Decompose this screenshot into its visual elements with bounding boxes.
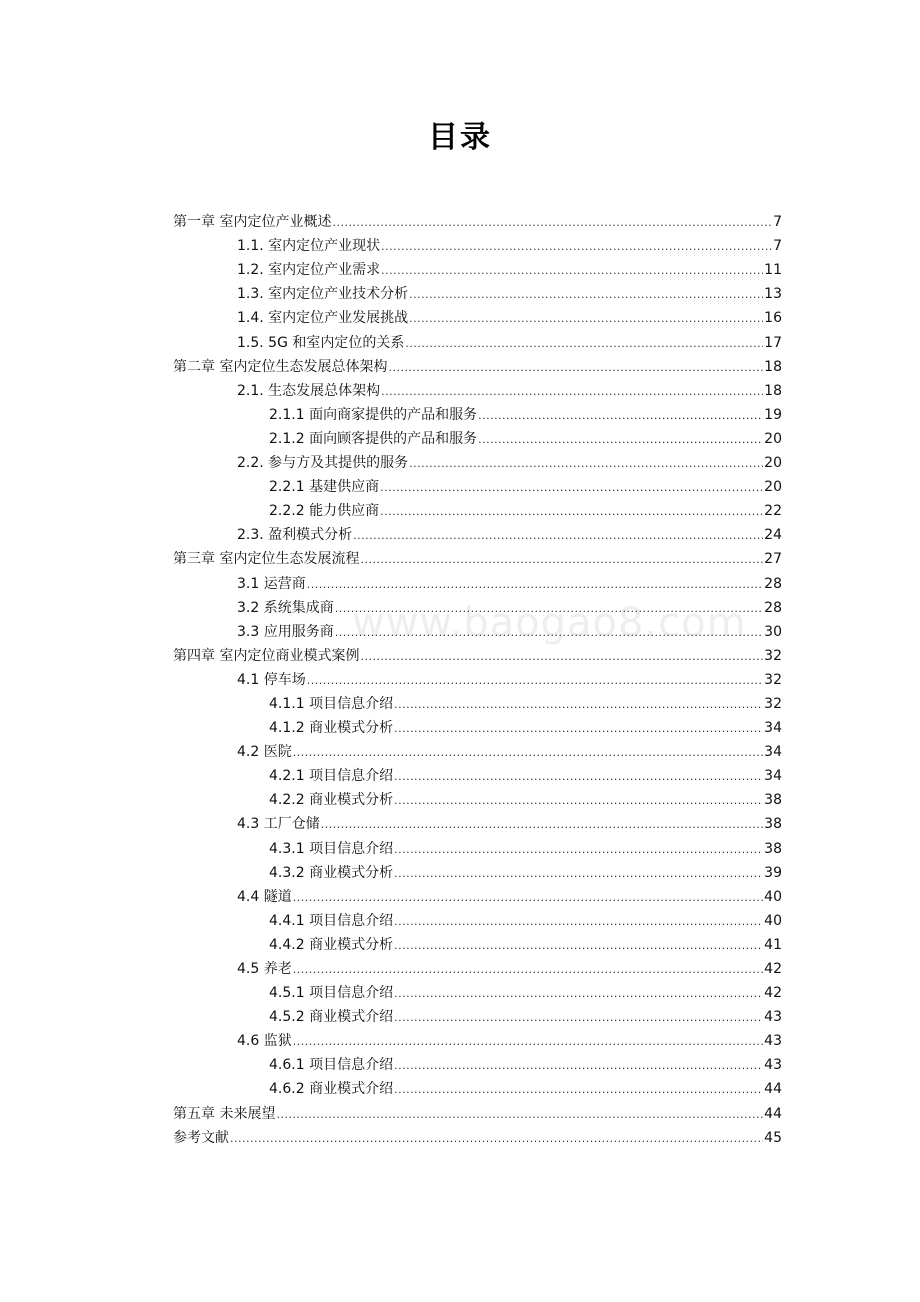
dot-leader (394, 795, 763, 806)
dot-leader (293, 964, 763, 975)
toc-page-number: 43 (764, 1057, 782, 1074)
toc-entry[interactable] (173, 1002, 782, 1026)
dot-leader (394, 916, 763, 927)
toc-entry[interactable] (173, 713, 782, 737)
toc-page-number: 40 (764, 888, 782, 905)
dot-leader (360, 651, 763, 662)
toc-entry[interactable] (173, 1074, 782, 1098)
toc-entry[interactable] (173, 376, 782, 400)
watermark: www.baogao8.com (352, 600, 747, 646)
toc-page-number: 11 (764, 262, 782, 279)
toc-entry-text: 第五章 未来展望 (173, 1105, 276, 1122)
toc-entry[interactable] (173, 544, 782, 568)
dot-leader (321, 819, 763, 830)
toc-entry-text: 4.2.1 项目信息介绍 (269, 768, 394, 785)
toc-entry[interactable] (173, 665, 782, 689)
toc-entry-text: 4.6.1 项目信息介绍 (269, 1057, 394, 1074)
toc-entry-text: 2.2. 参与方及其提供的服务 (237, 455, 409, 472)
toc-entry[interactable] (173, 568, 782, 592)
toc-page-number: 17 (764, 334, 782, 351)
toc-entry-text: 2.3. 盈利模式分析 (237, 527, 353, 544)
toc-entry[interactable] (173, 833, 782, 857)
toc-page-number: 44 (764, 1105, 782, 1122)
toc-entry-text: 4.3.2 商业模式分析 (269, 864, 394, 881)
toc-entry-text: 4.5.2 商业模式介绍 (269, 1009, 394, 1026)
toc-page-number: 42 (764, 985, 782, 1002)
toc-entry[interactable] (173, 809, 782, 833)
toc-entry-text: 2.1. 生态发展总体架构 (237, 382, 381, 399)
toc-entry-text: 3.1 运营商 (237, 575, 306, 592)
toc-page-number: 38 (764, 792, 782, 809)
toc-entry[interactable] (173, 617, 782, 641)
toc-page-number: 22 (764, 503, 782, 520)
toc-entry[interactable] (173, 1098, 782, 1122)
dot-leader (380, 506, 763, 517)
toc-list (173, 207, 782, 1147)
toc-entry[interactable] (173, 255, 782, 279)
toc-entry-text: 2.2.1 基建供应商 (269, 479, 380, 496)
toc-page-number: 18 (764, 358, 782, 375)
toc-entry-text: 4.2 医院 (237, 744, 292, 761)
toc-page-number: 7 (773, 214, 782, 231)
toc-entry-text: 1.4. 室内定位产业发展挑战 (237, 310, 409, 327)
toc-entry[interactable] (173, 1050, 782, 1074)
toc-page-number: 20 (764, 479, 782, 496)
dot-leader (394, 844, 763, 855)
toc-entry-text: 1.1. 室内定位产业现状 (237, 238, 381, 255)
toc-entry[interactable] (173, 424, 782, 448)
toc-entry[interactable] (173, 231, 782, 255)
toc-title: 目录 (428, 120, 492, 155)
dot-leader (388, 362, 763, 373)
toc-entry-text: 1.3. 室内定位产业技术分析 (237, 286, 409, 303)
toc-entry[interactable] (173, 593, 782, 617)
toc-entry[interactable] (173, 930, 782, 954)
toc-entry-text: 第三章 室内定位生态发展流程 (173, 551, 360, 568)
toc-entry-text: 第一章 室内定位产业概述 (173, 214, 332, 231)
toc-entry[interactable] (173, 207, 782, 231)
toc-page-number: 20 (764, 430, 782, 447)
toc-entry[interactable] (173, 858, 782, 882)
dot-leader (276, 1109, 763, 1120)
toc-entry-text: 3.3 应用服务商 (237, 623, 334, 640)
toc-entry[interactable] (173, 520, 782, 544)
toc-entry-text: 4.3.1 项目信息介绍 (269, 840, 394, 857)
dot-leader (380, 482, 763, 493)
dot-leader (478, 434, 763, 445)
dot-leader (293, 892, 763, 903)
toc-entry[interactable] (173, 689, 782, 713)
toc-entry[interactable] (173, 785, 782, 809)
dot-leader (409, 458, 763, 469)
toc-entry-text: 4.6.2 商业模式介绍 (269, 1081, 394, 1098)
dot-leader (230, 1133, 763, 1144)
dot-leader (335, 627, 763, 638)
toc-entry[interactable] (173, 954, 782, 978)
toc-entry-text: 4.5 养老 (237, 961, 292, 977)
toc-page-number: 7 (773, 238, 782, 255)
toc-entry-text: 参考文献 (173, 1129, 229, 1146)
dot-leader (394, 1084, 763, 1095)
toc-page-number: 43 (764, 1009, 782, 1026)
toc-entry[interactable] (173, 327, 782, 351)
toc-entry[interactable] (173, 472, 782, 496)
dot-leader (307, 675, 763, 686)
toc-entry[interactable] (173, 303, 782, 327)
toc-entry-text: 3.2 系统集成商 (237, 599, 334, 616)
toc-entry-text: 4.1.2 商业模式分析 (269, 720, 394, 737)
dot-leader (394, 988, 763, 999)
toc-entry[interactable] (173, 496, 782, 520)
toc-page-number: 19 (764, 406, 782, 423)
toc-page-number: 43 (764, 1033, 782, 1050)
toc-page-number: 32 (764, 647, 782, 664)
toc-page-number: 44 (764, 1081, 782, 1098)
dot-leader (405, 338, 763, 349)
toc-page-number: 32 (764, 695, 782, 712)
toc-entry[interactable] (173, 1123, 782, 1147)
toc-entry-text: 2.1.2 面向顾客提供的产品和服务 (269, 430, 478, 447)
toc-entry[interactable] (173, 352, 782, 376)
dot-leader (353, 530, 763, 541)
toc-entry-text: 2.1.1 面向商家提供的产品和服务 (269, 406, 478, 423)
toc-entry[interactable] (173, 737, 782, 761)
toc-entry-text: 第二章 室内定位生态发展总体架构 (173, 358, 388, 375)
toc-entry[interactable] (173, 1026, 782, 1050)
toc-page-number: 38 (764, 840, 782, 857)
toc-page-number: 16 (764, 310, 782, 327)
toc-page-number: 39 (764, 864, 782, 881)
toc-page-number: 28 (764, 599, 782, 616)
toc-entry[interactable] (173, 448, 782, 472)
dot-leader (409, 289, 763, 300)
toc-entry[interactable] (173, 641, 782, 665)
dot-leader (335, 603, 763, 614)
toc-entry-text: 4.1 停车场 (237, 671, 306, 688)
toc-entry-text: 4.5.1 项目信息介绍 (269, 985, 394, 1002)
dot-leader (381, 241, 771, 252)
toc-page-number: 42 (764, 961, 782, 977)
dot-leader (307, 579, 763, 590)
dot-leader (409, 313, 763, 324)
toc-entry-text: 4.2.2 商业模式分析 (269, 792, 394, 809)
toc-entry[interactable] (173, 400, 782, 424)
dot-leader (394, 940, 763, 951)
toc-entry[interactable] (173, 761, 782, 785)
dot-leader (394, 1060, 763, 1071)
toc-entry-text: 第四章 室内定位商业模式案例 (173, 647, 360, 664)
toc-page-number: 38 (764, 816, 782, 833)
toc-page-number: 45 (764, 1129, 782, 1146)
dot-leader (332, 217, 771, 228)
dot-leader (293, 1036, 763, 1047)
toc-page-number: 18 (764, 382, 782, 399)
toc-entry-text: 4.3 工厂仓储 (237, 816, 320, 833)
dot-leader (394, 1012, 763, 1023)
toc-entry-text: 4.4.1 项目信息介绍 (269, 912, 394, 929)
toc-entry-text: 4.1.1 项目信息介绍 (269, 695, 394, 712)
toc-entry[interactable] (173, 279, 782, 303)
toc-entry-text: 1.2. 室内定位产业需求 (237, 262, 381, 279)
toc-entry-text: 4.4.2 商业模式分析 (269, 936, 394, 953)
toc-entry-text: 1.5. 5G 和室内定位的关系 (237, 334, 405, 351)
dot-leader (478, 410, 763, 421)
dot-leader (394, 868, 763, 879)
toc-entry[interactable] (173, 978, 782, 1002)
dot-leader (394, 771, 763, 782)
dot-leader (394, 699, 763, 710)
toc-page-number: 32 (764, 671, 782, 688)
dot-leader (381, 386, 763, 397)
toc-page-number: 34 (764, 720, 782, 737)
toc-page-number: 41 (764, 936, 782, 953)
dot-leader (360, 554, 763, 565)
toc-entry-text: 4.6 监狱 (237, 1033, 292, 1050)
toc-entry[interactable] (173, 882, 782, 906)
dot-leader (293, 747, 763, 758)
toc-entry-text: 4.4 隧道 (237, 888, 292, 905)
toc-page-number: 20 (764, 455, 782, 472)
dot-leader (381, 265, 763, 276)
toc-entry-text: 2.2.2 能力供应商 (269, 503, 380, 520)
dot-leader (394, 723, 763, 734)
toc-page-number: 34 (764, 744, 782, 761)
toc-page-number: 30 (764, 623, 782, 640)
toc-page-number: 40 (764, 912, 782, 929)
toc-page-number: 28 (764, 575, 782, 592)
toc-entry[interactable] (173, 906, 782, 930)
toc-page-number: 27 (764, 551, 782, 568)
toc-page-number: 24 (764, 527, 782, 544)
toc-page-number: 34 (764, 768, 782, 785)
toc-page-number: 13 (764, 286, 782, 303)
